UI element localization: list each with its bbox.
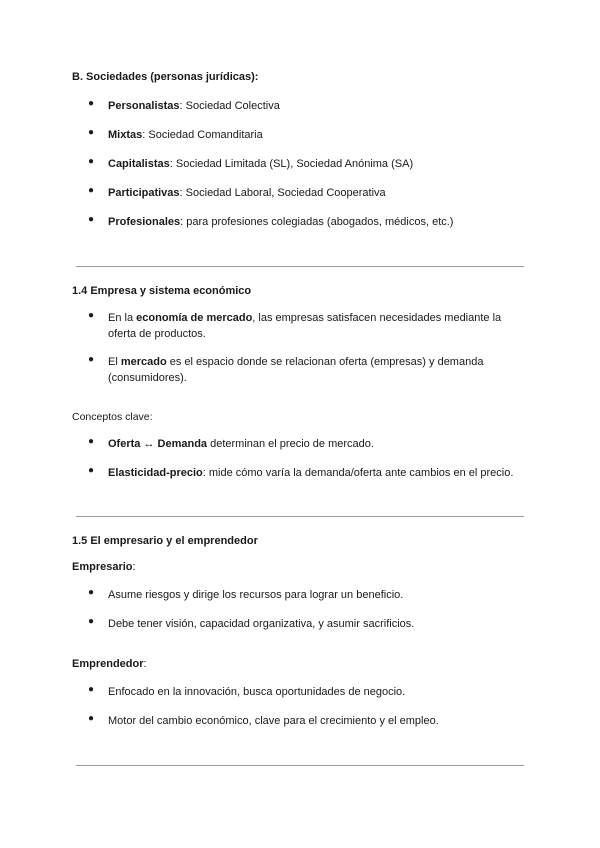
term-description: Sociedad Laboral, Sociedad Cooperativa [182, 187, 386, 199]
bullet-icon: ● [88, 465, 95, 476]
term-label: Mixtas [108, 129, 143, 141]
bullet-icon: ● [88, 616, 95, 627]
term-description: Sociedad Colectiva [182, 100, 280, 112]
item-text: Motor del cambio económico, clave para el crecimiento y el empleo. [108, 715, 439, 727]
term-description: Sociedad Limitada (SL), Sociedad Anónima (SA) [172, 158, 414, 170]
term-separator: : [180, 216, 184, 228]
term-separator: : [169, 158, 173, 170]
concepts-label: Conceptos clave: [72, 411, 153, 423]
bullet-icon: ● [88, 684, 95, 695]
item-text-post: es el espacio donde se relacionan oferta (empresas) y demanda (consumidores). [108, 356, 484, 384]
term-label: Personalistas [108, 100, 180, 112]
emprendedor-label [72, 658, 147, 670]
emprendedor-label-text: Emprendedor [72, 658, 144, 670]
item-text: Enfocado en la innovación, busca oportunidades de negocio. [108, 686, 406, 698]
item-text-bold: Oferta ↔ Demanda [108, 438, 208, 450]
item-text-post: determinan el precio de mercado. [207, 438, 374, 450]
bullet-icon: ● [88, 185, 95, 196]
bullet-icon: ● [88, 436, 95, 447]
label-separator: : [132, 561, 136, 573]
item-text-post: : mide cómo varía la demanda/oferta ante cambios en el precio. [202, 467, 514, 479]
item-text: Debe tener visión, capacidad organizativa, y asumir sacrificios. [108, 618, 415, 630]
item-text-bold: Elasticidad-precio [108, 467, 203, 479]
item-text-post: , las empresas satisfacen necesidades mediante la oferta de productos. [108, 312, 502, 340]
bullet-icon: ● [88, 127, 95, 138]
section-divider [76, 765, 524, 766]
section-divider [76, 516, 524, 517]
item-text-pre: El [108, 356, 121, 368]
section-b-title: B. Sociedades (personas jurídicas): [72, 71, 259, 83]
section-divider [76, 266, 524, 267]
bullet-icon: ● [88, 354, 95, 365]
item-text-pre: En la [108, 312, 137, 324]
section-1-5-title: 1.5 El empresario y el emprendedor [72, 535, 258, 547]
bullet-icon: ● [88, 214, 95, 225]
bullet-icon: ● [88, 156, 95, 167]
item-text-bold: economía de mercado [136, 312, 253, 324]
label-separator: : [143, 658, 147, 670]
term-label: Profesionales [108, 216, 181, 228]
section-1-4-title: 1.4 Empresa y sistema económico [72, 285, 252, 297]
term-separator: : [179, 187, 183, 199]
term-label: Participativas [108, 187, 180, 199]
bullet-icon: ● [88, 587, 95, 598]
item-text: Asume riesgos y dirige los recursos para lograr un beneficio. [108, 589, 404, 601]
term-description: Sociedad Comanditaria [145, 129, 263, 141]
bullet-icon: ● [88, 713, 95, 724]
bullet-icon: ● [88, 98, 95, 109]
item-text-bold: mercado [120, 356, 167, 368]
term-description: para profesiones colegiadas (abogados, médicos, etc.) [183, 216, 454, 228]
empresario-label-text: Empresario [72, 561, 133, 573]
empresario-label [72, 561, 136, 573]
term-separator: : [179, 100, 183, 112]
term-separator: : [142, 129, 146, 141]
term-label: Capitalistas [108, 158, 170, 170]
bullet-icon: ● [88, 310, 95, 321]
